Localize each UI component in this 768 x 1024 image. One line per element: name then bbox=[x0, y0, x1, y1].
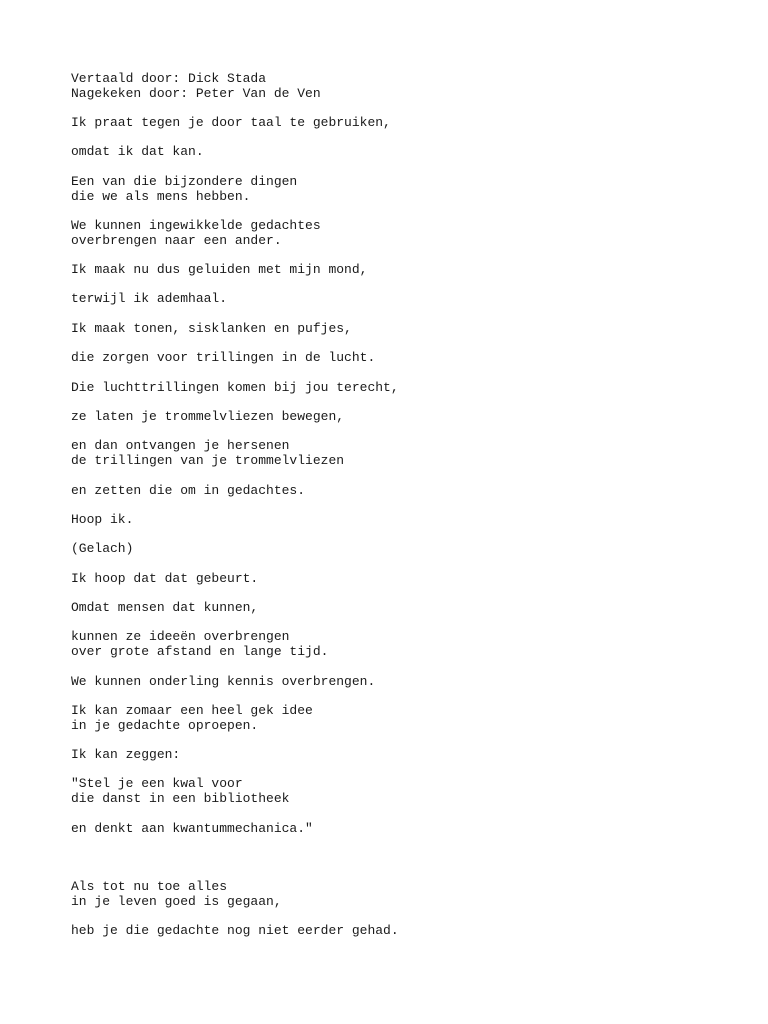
text-line: Vertaald door: Dick Stada bbox=[71, 71, 267, 86]
text-line: ze laten je trommelvliezen bewegen, bbox=[71, 409, 345, 425]
paragraph bbox=[71, 175, 731, 204]
text-line: We kunnen ingewikkelde gedachtes bbox=[71, 217, 321, 233]
paragraph bbox=[71, 601, 731, 616]
text-line: Hoop ik. bbox=[71, 511, 134, 527]
text-line: die zorgen voor trillingen in de lucht. bbox=[71, 350, 376, 366]
text-line: Ik hoop dat dat gebeurt. bbox=[71, 570, 259, 586]
text-line: (Gelach) bbox=[71, 541, 134, 557]
paragraph bbox=[71, 439, 731, 468]
text-line: overbrengen naar een ander. bbox=[71, 232, 282, 248]
paragraph bbox=[71, 351, 731, 366]
text-line: en dan ontvangen je hersenen bbox=[71, 438, 290, 454]
document-page bbox=[71, 72, 731, 954]
text-line: Ik kan zeggen: bbox=[71, 747, 181, 763]
text-line: de trillingen van je trommelvliezen bbox=[71, 453, 345, 469]
text-line: in je leven goed is gegaan, bbox=[71, 894, 282, 909]
text-line: die danst in een bibliotheek bbox=[71, 791, 290, 807]
paragraph bbox=[71, 72, 731, 101]
paragraph bbox=[71, 145, 731, 160]
text-line: Omdat mensen dat kunnen, bbox=[71, 600, 259, 616]
paragraph bbox=[71, 822, 731, 837]
text-line: en denkt aan kwantummechanica." bbox=[71, 820, 313, 836]
paragraph bbox=[71, 748, 731, 763]
paragraph bbox=[71, 777, 731, 806]
text-line: Ik maak nu dus geluiden met mijn mond, bbox=[71, 262, 368, 278]
text-line: We kunnen onderling kennis overbrengen. bbox=[71, 673, 376, 689]
paragraph bbox=[71, 381, 731, 396]
text-line: terwijl ik ademhaal. bbox=[71, 291, 228, 307]
text-line: Een van die bijzondere dingen bbox=[71, 173, 298, 189]
text-line: Die luchttrillingen komen bij jou terecht, bbox=[71, 379, 399, 395]
text-line: Nagekeken door: Peter Van de Ven bbox=[71, 85, 321, 101]
text-line: kunnen ze ideeën overbrengen bbox=[71, 629, 290, 645]
text-line: en zetten die om in gedachtes. bbox=[71, 482, 306, 498]
text-line: heb je die gedachte nog niet eerder gehad. bbox=[71, 923, 399, 939]
paragraph bbox=[71, 322, 731, 337]
paragraph-spacer bbox=[71, 851, 731, 880]
paragraph bbox=[71, 513, 731, 528]
paragraph bbox=[71, 630, 731, 659]
paragraph bbox=[71, 880, 731, 909]
paragraph bbox=[71, 484, 731, 499]
text-line: over grote afstand en lange tijd. bbox=[71, 644, 329, 660]
text-line: "Stel je een kwal voor bbox=[71, 776, 243, 792]
paragraph bbox=[71, 572, 731, 587]
text-line: in je gedachte oproepen. bbox=[71, 717, 259, 733]
paragraph bbox=[71, 704, 731, 733]
text-line: Ik maak tonen, sisklanken en pufjes, bbox=[71, 320, 352, 336]
text-line: die we als mens hebben. bbox=[71, 188, 251, 204]
paragraph bbox=[71, 116, 731, 131]
text-line: Als tot nu toe alles bbox=[71, 879, 228, 895]
paragraph bbox=[71, 675, 731, 690]
text-line: Ik praat tegen je door taal te gebruiken, bbox=[71, 115, 391, 131]
text-line: Ik kan zomaar een heel gek idee bbox=[71, 702, 313, 718]
paragraph bbox=[71, 263, 731, 278]
paragraph bbox=[71, 219, 731, 248]
paragraph bbox=[71, 542, 731, 557]
paragraph bbox=[71, 924, 731, 939]
paragraph bbox=[71, 410, 731, 425]
text-line: omdat ik dat kan. bbox=[71, 144, 204, 160]
paragraph bbox=[71, 292, 731, 307]
